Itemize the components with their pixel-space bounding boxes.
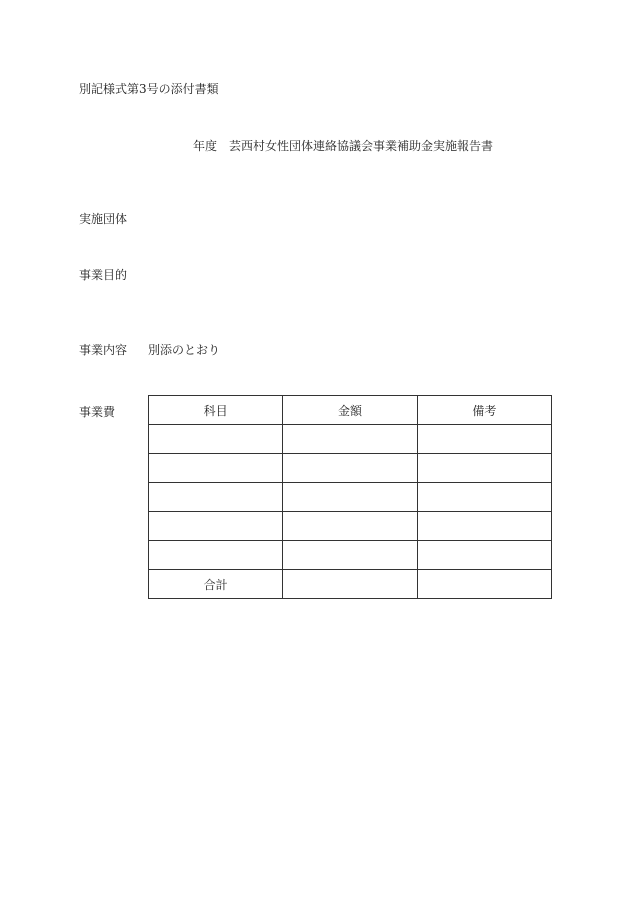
table-row xyxy=(149,454,552,483)
content-value: 別添のとおり xyxy=(148,343,221,357)
table-cell xyxy=(283,483,417,512)
header-amount: 金額 xyxy=(283,396,417,425)
table-cell xyxy=(149,483,283,512)
table-cell xyxy=(149,541,283,570)
table-cell xyxy=(283,425,417,454)
table-total-row xyxy=(149,570,552,599)
header-subject: 科目 xyxy=(149,396,283,425)
table-row xyxy=(149,541,552,570)
table-cell xyxy=(149,512,283,541)
table-row xyxy=(149,483,552,512)
table-row xyxy=(149,425,552,454)
table-cell xyxy=(283,541,417,570)
title-year: 年度 xyxy=(193,139,218,153)
organization-label: 実施団体 xyxy=(79,212,128,226)
table-cell xyxy=(417,425,551,454)
table-cell xyxy=(417,454,551,483)
table-cell xyxy=(417,541,551,570)
purpose-label: 事業目的 xyxy=(79,268,128,282)
table-cell xyxy=(283,512,417,541)
table-cell xyxy=(283,570,417,599)
table-cell xyxy=(417,512,551,541)
table-cell xyxy=(149,425,283,454)
form-label: 別記様式第3号の添付書類 xyxy=(79,82,219,96)
table-cell xyxy=(149,454,283,483)
table-cell xyxy=(417,483,551,512)
header-remarks: 備考 xyxy=(417,396,551,425)
table-cell xyxy=(283,454,417,483)
table-header-row xyxy=(149,396,552,425)
table-row xyxy=(149,512,552,541)
report-title: 芸西村女性団体連絡協議会事業補助金実施報告書 xyxy=(229,139,494,153)
content-label: 事業内容 xyxy=(79,343,128,357)
total-label: 合計 xyxy=(149,570,283,599)
cost-table xyxy=(148,395,552,599)
cost-label: 事業費 xyxy=(79,405,116,419)
table-cell xyxy=(417,570,551,599)
